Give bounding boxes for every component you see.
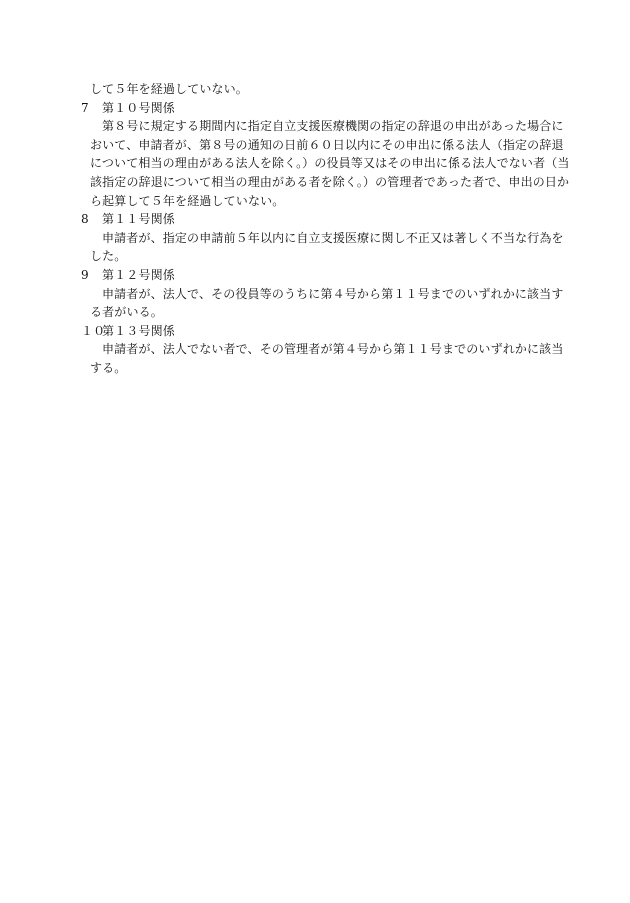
section-title: 第１１号関係 (102, 212, 175, 227)
paragraph-line: 第８号に規定する期間内に指定自立支援医療機関の指定の辞退の申出があった場合に (102, 119, 564, 134)
section-heading (81, 322, 551, 341)
section-number: 8 (81, 212, 89, 227)
section-heading (81, 99, 551, 118)
section-heading (81, 210, 551, 229)
document-body (81, 80, 570, 378)
section-title: 第１０号関係 (102, 100, 175, 115)
section-number: １０ (81, 323, 106, 338)
section-title: 第１２号関係 (102, 267, 175, 282)
paragraph-line: 申請者が、法人でない者で、その管理者が第４号から第１１号までのいずれかに該当 (102, 342, 564, 357)
section-number: 9 (81, 267, 89, 282)
section-title: 第１３号関係 (102, 323, 175, 338)
section-number: 7 (81, 100, 89, 115)
paragraph-line: 申請者が、指定の申請前５年以内に自立支援医療に関し不正又は著しく不当な行為を (102, 230, 564, 245)
intro-line: して５年を経過していない。 (90, 82, 248, 96)
paragraph-line: ら起算して５年を経過していない。 (90, 193, 285, 208)
paragraph-line: 該指定の辞退について相当の理由がある者を除く。）の管理者であった者で、申出の日か (90, 174, 570, 189)
paragraph-line: した。 (90, 249, 127, 264)
paragraph-line: おいて、申請者が、第８号の通知の日前６０日以内にその申出に係る法人（指定の辞退 (90, 137, 564, 152)
section-heading (81, 266, 551, 285)
paragraph-line: 申請者が、法人で、その役員等のうちに第４号から第１１号までのいずれかに該当す (102, 286, 564, 301)
paragraph-line: する。 (90, 360, 127, 375)
paragraph-line: る者がいる。 (90, 305, 163, 320)
paragraph-line: について相当の理由がある法人を除く。）の役員等又はその申出に係る法人でない者（当 (90, 156, 570, 171)
